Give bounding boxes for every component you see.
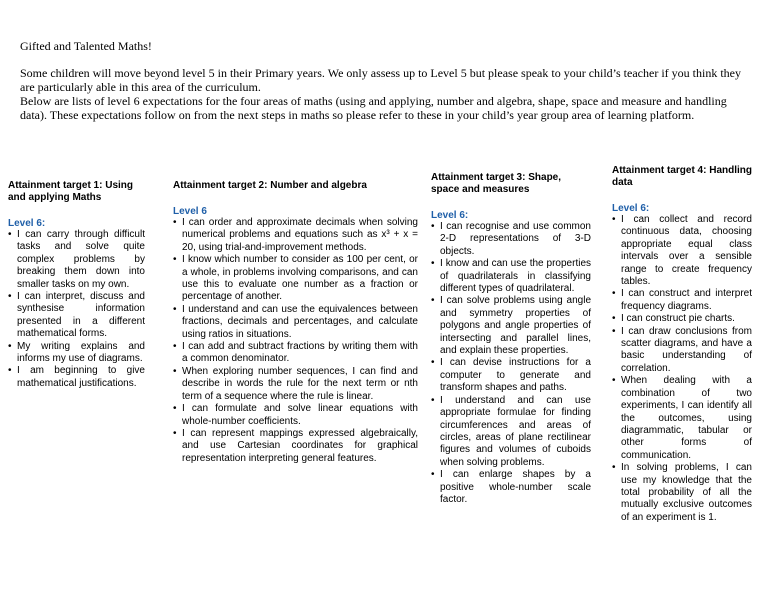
list-item: • I can formulate and solve linear equations with whole-number coefficients. bbox=[173, 403, 418, 428]
column-attainment-target-1 bbox=[8, 180, 145, 390]
column-heading: Attainment target 3: Shape, space and measures bbox=[431, 172, 562, 195]
level-label: Level 6 bbox=[173, 206, 207, 217]
column-heading: Attainment target 4: Handling data bbox=[612, 165, 753, 188]
list-item: • I can draw conclusions from scatter diagrams, and have a basic understanding of correlation. bbox=[612, 326, 752, 376]
list-item: • In solving problems, I can use my knowledge that the total probability of all the mutually exclusive outcomes of an experiment is 1. bbox=[612, 462, 752, 524]
list-item: • I can enlarge shapes by a positive whole-number scale factor. bbox=[431, 469, 591, 506]
column-heading: Attainment target 1: Using and applying Maths bbox=[8, 180, 134, 203]
list-item: • I know which number to consider as 100 per cent, or a whole, in problems involving comparisons, and can use this to evaluate one number as a fraction or percentage of another. bbox=[173, 254, 418, 304]
column-attainment-target-4 bbox=[612, 165, 752, 524]
column-attainment-target-2 bbox=[173, 180, 418, 465]
list-item: • I am beginning to give mathematical justifications. bbox=[8, 365, 145, 390]
list-item: • I can construct and interpret frequency diagrams. bbox=[612, 288, 752, 313]
intro-text bbox=[20, 66, 750, 122]
list-item: • My writing explains and informs my use of diagrams. bbox=[8, 341, 145, 366]
level-label: Level 6: bbox=[8, 218, 46, 229]
list-item: • I can interpret, discuss and synthesise information presented in a different mathematical forms. bbox=[8, 291, 145, 341]
list-item: • I can solve problems using angle and symmetry properties of polygons and angle properties of intersecting and parallel lines, and explain these properties. bbox=[431, 295, 591, 357]
list-item: • I understand and can use the equivalences between fractions, decimals and percentages, and calculate using ratios in situations. bbox=[173, 304, 418, 341]
level-label: Level 6: bbox=[612, 203, 650, 214]
list-item: • When dealing with a combination of two experiments, I can identify all the outcomes, using diagrammatic, tabular or other forms of communication. bbox=[612, 375, 752, 462]
expectation-list bbox=[8, 229, 145, 390]
expectation-list bbox=[173, 217, 418, 465]
list-item: • I can carry through difficult tasks and solve quite complex problems by breaking them down into smaller tasks on my own. bbox=[8, 229, 145, 291]
list-item: • I can recognise and use common 2-D representations of 3-D objects. bbox=[431, 221, 591, 258]
list-item: • I know and can use the properties of quadrilaterals in classifying different types of quadrilateral. bbox=[431, 258, 591, 295]
list-item: • I understand and can use appropriate formulae for finding circumferences and areas of circles, areas of plane rectilinear figures and volumes of cuboids when solving problems. bbox=[431, 395, 591, 469]
list-item: • I can construct pie charts. bbox=[612, 313, 752, 325]
list-item: • I can collect and record continuous data, choosing appropriate equal class intervals over a sensible range to create frequency tables. bbox=[612, 214, 752, 288]
expectation-list bbox=[612, 214, 752, 524]
list-item: • When exploring number sequences, I can find and describe in words the rule for the next term or nth term of a sequence where the rule is linear. bbox=[173, 366, 418, 403]
list-item: • I can add and subtract fractions by writing them with a common denominator. bbox=[173, 341, 418, 366]
list-item: • I can represent mappings expressed algebraically, and use Cartesian coordinates for graphical representation interpreting general features. bbox=[173, 428, 418, 465]
list-item: • I can order and approximate decimals when solving numerical problems and equations such as x³ + x = 20, using trial-and-improvement methods. bbox=[173, 217, 418, 254]
column-attainment-target-3 bbox=[431, 172, 591, 506]
level-label: Level 6: bbox=[431, 210, 469, 221]
list-item: • I can devise instructions for a computer to generate and transform shapes and paths. bbox=[431, 357, 591, 394]
column-heading: Attainment target 2: Number and algebra bbox=[173, 180, 367, 191]
intro-paragraph-2: Below are lists of level 6 expectations for the four areas of maths (using and applying, number and algebra, shape, space and measure and handling data). These expectations follow on from the next steps in maths so please refer to these in your child’s year group area of learning platform. bbox=[20, 94, 727, 122]
expectation-list bbox=[431, 221, 591, 506]
document-title: Gifted and Talented Maths! bbox=[20, 39, 152, 53]
intro-paragraph-1: Some children will move beyond level 5 in their Primary years. We only assess up to Level 5 but please speak to your child’s teacher if you think they are particularly able in this area of the curriculum. bbox=[20, 66, 741, 94]
